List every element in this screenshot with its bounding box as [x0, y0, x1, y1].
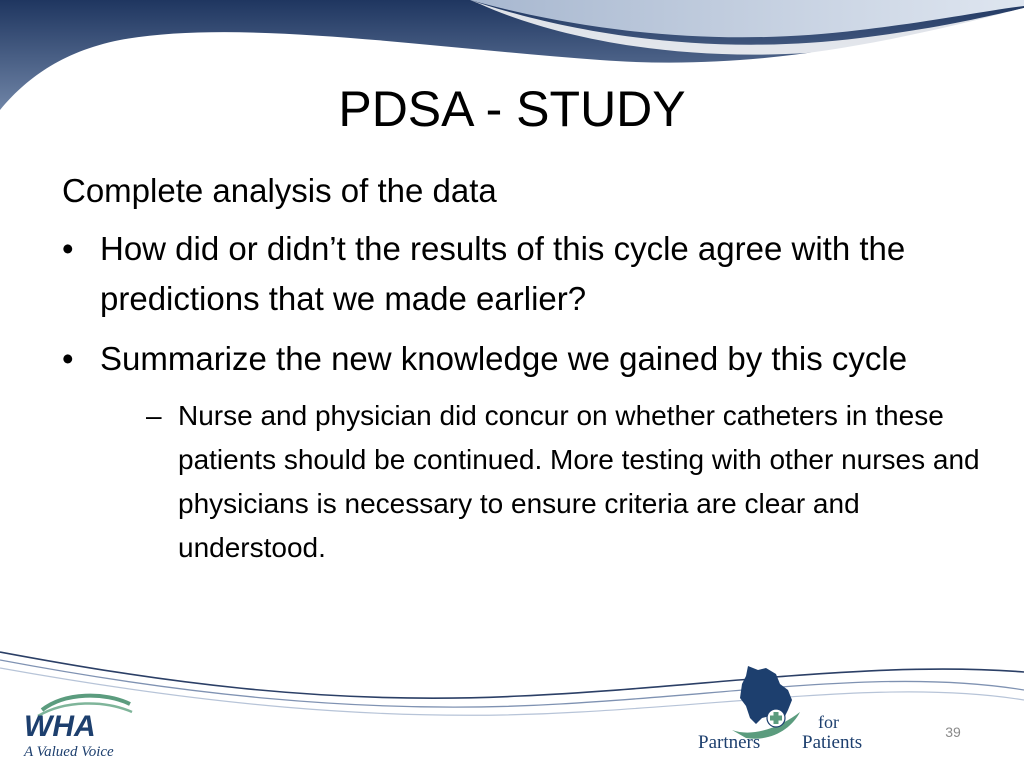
pfp-for: for: [818, 712, 839, 732]
slide-body: [62, 166, 982, 570]
bullet-text: Summarize the new knowledge we gained by this cycle: [100, 340, 908, 377]
bullet-list: [62, 224, 982, 384]
sub-bullet-item: [146, 394, 982, 570]
intro-text: Complete analysis of the data: [62, 172, 497, 209]
bullet-item: [62, 334, 982, 384]
bullet-text: How did or didn’t the results of this cycle agree with the predictions that we made earlier?: [100, 230, 906, 317]
medical-cross-icon: [767, 709, 785, 727]
partners-for-patients-logo: [696, 664, 876, 756]
sub-bullet-text: Nurse and physician did concur on whether catheters in these patients should be continued. More testing with other nurses and physicians is necessary to ensure criteria are clear and understood.: [178, 400, 980, 563]
page-number: 39: [945, 724, 961, 740]
dash-icon: –: [146, 400, 162, 431]
bullet-dot-icon: •: [62, 230, 74, 267]
bullet-item: [62, 224, 982, 324]
page-title: PDSA - STUDY: [338, 81, 686, 137]
wha-logo: [20, 690, 144, 760]
bullet-dot-icon: •: [62, 340, 74, 377]
pfp-partners: Partners: [698, 732, 761, 753]
pfp-patients: Patients: [802, 732, 863, 753]
wha-logo-tagline: A Valued Voice: [24, 744, 114, 760]
wha-logo-text: WHA: [24, 710, 96, 743]
